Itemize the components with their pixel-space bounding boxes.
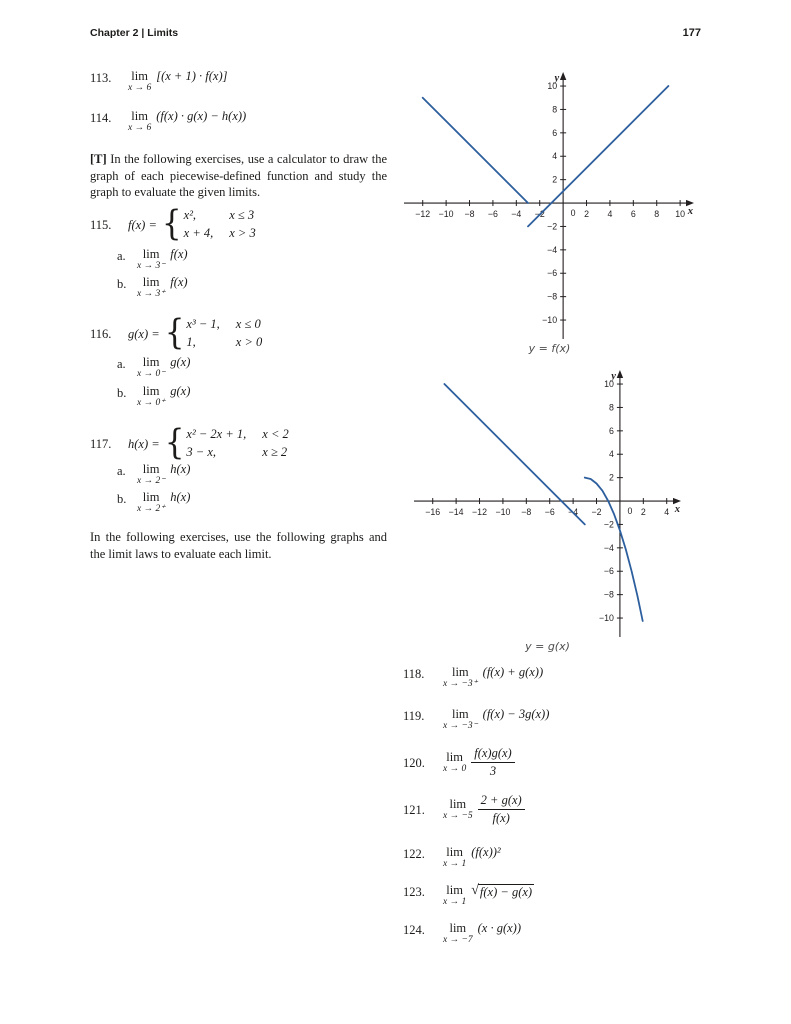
lim-word: lim — [142, 384, 160, 398]
radical-icon: √ — [471, 883, 479, 898]
piece-condition: x ≥ 2 — [262, 445, 288, 459]
limit-expression: h(x) — [170, 462, 191, 476]
lim-word: lim — [142, 490, 160, 504]
exercise-119 — [403, 708, 549, 732]
sub-label: b. — [117, 277, 127, 291]
x-tick-label: −4 — [568, 507, 579, 518]
y-tick-label: 6 — [609, 425, 614, 436]
y-tick-label: −10 — [598, 613, 614, 624]
lim-approach: x → 1 — [443, 897, 467, 907]
y-axis-label: y — [554, 73, 560, 84]
x-axis-label: x — [687, 206, 693, 218]
limit-expression: (f(x) · g(x) − h(x)) — [156, 109, 247, 123]
limit-operator — [443, 751, 466, 775]
origin-label: 0 — [627, 506, 633, 517]
exercise-115 — [90, 203, 256, 245]
y-tick-label: 2 — [609, 472, 614, 483]
exercise-116a — [90, 356, 190, 380]
graphs-instruction: In the following exercises, use the following graphs and the limit laws to evaluate each limit. — [90, 530, 387, 561]
piece-condition: x ≤ 3 — [229, 208, 255, 222]
piece-condition: x > 3 — [229, 226, 256, 240]
piece-expression: x² − 2x + 1, — [186, 427, 247, 441]
radicand-expression: f(x) − g(x) — [479, 885, 533, 899]
limit-expression: g(x) — [170, 384, 191, 398]
limit-expression: (f(x) + g(x)) — [482, 665, 544, 679]
piece-condition: x < 2 — [262, 427, 289, 441]
function-name: h(x) = — [128, 436, 160, 451]
limit-expression: (f(x))² — [471, 845, 501, 859]
limit-operator — [137, 385, 165, 409]
limit-operator — [137, 356, 165, 380]
lim-approach: x → 2⁻ — [137, 476, 166, 486]
f-left-branch — [423, 98, 528, 203]
exercise-122 — [403, 846, 501, 870]
x-tick-label: 10 — [675, 209, 686, 220]
lim-word: lim — [451, 707, 469, 721]
y-tick-label: 8 — [552, 104, 558, 115]
x-tick-label: 4 — [664, 507, 670, 518]
fraction-numerator: f(x)g(x) — [471, 746, 514, 763]
y-tick-label: 6 — [552, 127, 558, 138]
sub-label: a. — [117, 464, 126, 478]
lim-approach: x → 6 — [128, 83, 152, 93]
limit-expression: h(x) — [170, 490, 191, 504]
lim-word: lim — [131, 69, 148, 83]
x-tick-label: 2 — [640, 507, 646, 518]
technology-text: In the following exercises, use a calculator to draw the graph of each piecewise-defined function and study the graph to evaluate the given limits. — [90, 152, 387, 199]
y-tick-label: −6 — [547, 268, 558, 279]
y-axis-arrow-icon — [617, 370, 623, 378]
x-axis-label: x — [674, 504, 680, 516]
piece-condition: x > 0 — [235, 335, 263, 349]
limit-operator — [128, 70, 151, 94]
limit-expression: (f(x) − 3g(x)) — [482, 707, 550, 721]
lim-approach: x → −5 — [443, 810, 473, 821]
exercise-124 — [403, 922, 521, 946]
lim-approach: x → −7 — [443, 935, 473, 945]
function-name: f(x) = — [128, 217, 157, 232]
piece-expression: x², — [183, 208, 197, 222]
plot-svg — [404, 72, 694, 339]
piece-condition: x ≤ 0 — [235, 317, 261, 331]
fraction — [478, 793, 525, 826]
graph-g-caption: y = g(x) — [525, 640, 570, 653]
page-number: 177 — [682, 27, 701, 39]
exercise-114 — [90, 110, 246, 134]
y-tick-label: −2 — [603, 519, 614, 530]
y-tick-label: 8 — [609, 402, 614, 413]
f-right-branch — [528, 86, 668, 226]
y-tick-label: −10 — [542, 315, 558, 326]
piecewise-rows — [184, 207, 256, 242]
exercise-117b — [90, 491, 190, 515]
lim-approach: x → 0⁻ — [137, 369, 166, 379]
limit-expression: f(x) — [170, 247, 188, 261]
fraction — [471, 746, 514, 779]
limit-operator — [137, 463, 165, 487]
exercise-number: 122. — [403, 847, 425, 861]
x-tick-label: −8 — [521, 507, 532, 518]
exercise-number: 117. — [90, 436, 112, 451]
x-tick-label: 6 — [630, 209, 636, 220]
limit-expression: f(x) — [170, 275, 188, 289]
exercise-number: 119. — [403, 709, 425, 723]
lim-approach: x → 0⁺ — [137, 398, 166, 408]
lim-word: lim — [142, 462, 160, 476]
exercise-number: 120. — [403, 755, 425, 770]
limit-operator — [137, 491, 165, 515]
x-tick-label: −2 — [534, 209, 545, 220]
x-tick-label: −4 — [511, 209, 522, 220]
y-axis-arrow-icon — [560, 72, 566, 80]
graph-f-caption: y = f(x) — [528, 342, 571, 355]
x-tick-label: −8 — [464, 209, 475, 220]
lim-word: lim — [131, 109, 148, 123]
x-tick-label: −12 — [415, 209, 431, 220]
sub-label: b. — [117, 386, 127, 400]
limit-expression: (x · g(x)) — [477, 921, 522, 935]
piece-expression: 1, — [186, 335, 196, 349]
y-tick-label: −4 — [603, 542, 614, 553]
graph-g-canvas — [414, 370, 681, 637]
lim-approach: x → 2⁺ — [137, 504, 166, 514]
exercise-117a — [90, 463, 190, 487]
y-tick-label: −8 — [547, 291, 558, 302]
lim-word: lim — [449, 921, 467, 935]
exercise-120 — [403, 746, 515, 779]
y-tick-label: −4 — [547, 244, 558, 255]
x-tick-label: −16 — [425, 507, 441, 518]
lim-approach: x → −3⁺ — [443, 679, 478, 689]
y-tick-label: 10 — [547, 81, 558, 92]
sub-label: a. — [117, 249, 126, 263]
lim-word: lim — [142, 247, 160, 261]
x-tick-label: −6 — [487, 209, 498, 220]
x-tick-label: −12 — [472, 507, 487, 518]
technology-tag: [T] — [90, 152, 107, 166]
y-tick-label: 4 — [609, 449, 614, 460]
y-tick-label: 2 — [552, 174, 558, 185]
piecewise-rows — [186, 426, 288, 461]
limit-operator — [137, 276, 165, 300]
graph-g — [414, 370, 681, 653]
lim-approach: x → 0 — [443, 763, 467, 774]
graph-f-canvas — [404, 72, 695, 339]
lim-approach: x → 3⁻ — [137, 261, 166, 271]
g-line-branch — [444, 384, 584, 524]
exercise-number: 118. — [403, 667, 425, 681]
graph-f — [404, 72, 695, 355]
x-tick-label: −10 — [495, 507, 511, 518]
exercise-number: 114. — [90, 111, 112, 125]
piecewise-rows — [186, 316, 262, 351]
y-tick-label: 10 — [604, 379, 614, 390]
lim-approach: x → 3⁺ — [137, 289, 166, 299]
lim-approach: x → 6 — [128, 123, 152, 133]
exercise-number: 123. — [403, 885, 425, 899]
fraction-denominator: f(x) — [492, 811, 510, 825]
lim-approach: x → −3⁻ — [443, 721, 478, 731]
y-axis-label: y — [611, 371, 616, 382]
lim-word: lim — [142, 355, 160, 369]
piecewise-brace: { — [164, 422, 185, 464]
exercise-number: 115. — [90, 217, 112, 232]
plot-svg — [414, 370, 681, 637]
x-tick-label: −14 — [448, 507, 464, 518]
technology-note — [90, 151, 387, 201]
piecewise-brace: { — [161, 203, 182, 245]
x-tick-label: 8 — [654, 209, 660, 220]
lim-word: lim — [446, 749, 463, 764]
lim-word: lim — [446, 845, 463, 859]
x-tick-label: −2 — [591, 507, 602, 518]
exercise-116 — [90, 312, 263, 354]
sub-label: a. — [117, 357, 126, 371]
exercise-116b — [90, 385, 190, 409]
exercise-117 — [90, 422, 289, 464]
piece-expression: 3 − x, — [186, 445, 217, 459]
limit-operator — [443, 884, 466, 908]
function-name: g(x) = — [128, 326, 160, 341]
exercise-118 — [403, 666, 543, 690]
y-tick-label: 4 — [552, 151, 558, 162]
fraction-denominator: 3 — [489, 764, 497, 778]
limit-operator — [137, 248, 165, 272]
limit-operator — [128, 110, 151, 134]
lim-word: lim — [142, 275, 160, 289]
exercise-number: 121. — [403, 802, 425, 817]
y-tick-label: −6 — [603, 566, 614, 577]
y-tick-label: −2 — [547, 221, 558, 232]
exercise-121 — [403, 793, 525, 826]
square-root — [471, 884, 534, 899]
exercise-number: 116. — [90, 326, 112, 341]
limit-expression: g(x) — [170, 355, 191, 369]
limit-expression: [(x + 1) · f(x)] — [156, 69, 228, 83]
lim-word: lim — [446, 883, 463, 897]
chapter-header: Chapter 2 | Limits — [90, 27, 179, 39]
limit-operator — [443, 666, 478, 690]
exercise-115a — [90, 248, 188, 272]
y-tick-label: −8 — [603, 589, 614, 600]
lim-word: lim — [449, 796, 467, 811]
exercise-123 — [403, 884, 534, 908]
x-tick-label: −10 — [438, 209, 454, 220]
lim-word: lim — [451, 665, 469, 679]
piece-expression: x + 4, — [183, 226, 214, 240]
lim-approach: x → 1 — [443, 859, 467, 869]
origin-label: 0 — [570, 208, 576, 219]
x-tick-label: 4 — [607, 209, 613, 220]
sub-label: b. — [117, 492, 127, 506]
x-tick-label: 2 — [584, 209, 589, 220]
piecewise-brace: { — [164, 312, 185, 354]
exercise-number: 113. — [90, 71, 112, 85]
limit-operator — [443, 922, 473, 946]
piece-expression: x³ − 1, — [186, 317, 220, 331]
x-tick-label: −6 — [544, 507, 555, 518]
exercise-115b — [90, 276, 188, 300]
fraction-numerator: 2 + g(x) — [478, 793, 525, 810]
exercise-number: 124. — [403, 923, 425, 937]
limit-operator — [443, 846, 466, 870]
limit-operator — [443, 708, 478, 732]
limit-operator — [443, 798, 473, 822]
exercise-113 — [90, 70, 227, 94]
